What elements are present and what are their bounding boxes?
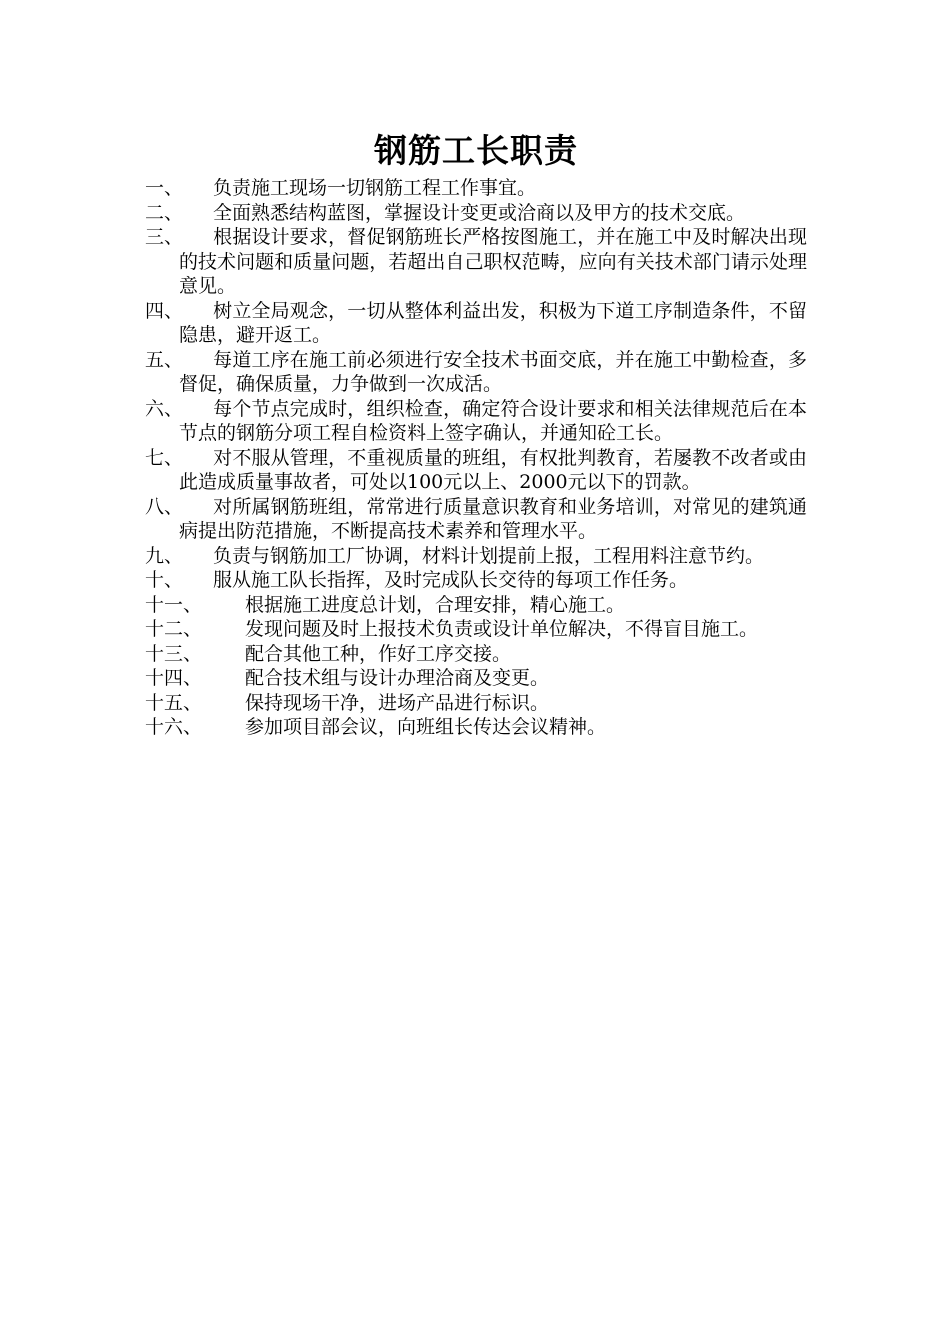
- item-number: 六、: [145, 397, 184, 420]
- list-item: [145, 568, 807, 593]
- list-item: [145, 397, 807, 446]
- list-item: [145, 715, 807, 740]
- document-title: 钢筋工长职责: [374, 131, 578, 170]
- item-number: 十、: [145, 569, 184, 591]
- item-text: 每道工序在施工前必须进行安全技术书面交底，并在施工中勤检查，多督促，确保质量，力争做到一次成活。: [179, 348, 807, 395]
- item-number: 二、: [145, 201, 184, 224]
- list-item: [145, 495, 807, 544]
- list-item: [145, 691, 807, 716]
- item-number: 九、: [145, 544, 184, 567]
- item-number: 十二、: [145, 618, 203, 640]
- list-item: [145, 446, 807, 495]
- item-text: 树立全局观念，一切从整体利益出发，积极为下道工序制造条件，不留隐患，避开返工。: [179, 299, 807, 346]
- list-item: [145, 666, 807, 691]
- list-item: [145, 544, 807, 569]
- item-text: 全面熟悉结构蓝图，掌握设计变更或洽商以及甲方的技术交底。: [213, 201, 746, 224]
- item-text: 服从施工队长指挥，及时完成队长交待的每项工作任务。: [213, 569, 689, 591]
- item-text: 负责施工现场一切钢筋工程工作事宜。: [213, 177, 537, 199]
- item-number: 七、: [145, 446, 184, 469]
- item-number: 一、: [145, 177, 184, 199]
- document-page: [145, 128, 807, 740]
- item-text: 配合其他工种，作好工序交接。: [245, 642, 512, 665]
- list-item: [145, 617, 807, 642]
- item-text: 保持现场干净，进场产品进行标识。: [245, 691, 550, 714]
- item-number: 十三、: [145, 642, 203, 665]
- item-number: 五、: [145, 348, 184, 371]
- list-item: [145, 348, 807, 397]
- item-number: 十一、: [145, 593, 203, 616]
- item-text: 根据施工进度总计划，合理安排，精心施工。: [245, 593, 626, 616]
- list-item: [145, 176, 807, 201]
- item-number: 十六、: [145, 716, 203, 738]
- item-text: 负责与钢筋加工厂协调，材料计划提前上报，工程用料注意节约。: [213, 544, 765, 567]
- item-text: 根据设计要求，督促钢筋班长严格按图施工，并在施工中及时解决出现的技术问题和质量问题，若超出自己职权范畴，应向有关技术部门请示处理意见。: [179, 226, 807, 297]
- list-item: [145, 642, 807, 667]
- list-item: [145, 593, 807, 618]
- item-number: 四、: [145, 299, 184, 322]
- list-item: [145, 225, 807, 299]
- list-item: [145, 201, 807, 226]
- item-number: 十四、: [145, 667, 203, 689]
- item-text: 对不服从管理，不重视质量的班组，有权批判教育，若屡教不改者或由此造成质量事故者，可处以100元以上、2000元以下的罚款。: [179, 446, 807, 493]
- item-text: 对所属钢筋班组，常常进行质量意识教育和业务培训，对常见的建筑通病提出防范措施，不断提高技术素养和管理水平。: [179, 495, 807, 542]
- item-number: 八、: [145, 495, 184, 518]
- item-number: 三、: [145, 226, 184, 248]
- item-number: 十五、: [145, 691, 203, 714]
- list-item: [145, 299, 807, 348]
- item-text: 参加项目部会议，向班组长传达会议精神。: [245, 716, 607, 738]
- item-text: 发现问题及时上报技术负责或设计单位解决，不得盲目施工。: [245, 618, 759, 640]
- item-text: 配合技术组与设计办理洽商及变更。: [245, 667, 550, 689]
- item-text: 每个节点完成时，组织检查，确定符合设计要求和相关法律规范后在本节点的钢筋分项工程自检资料上签字确认，并通知砼工长。: [179, 397, 807, 444]
